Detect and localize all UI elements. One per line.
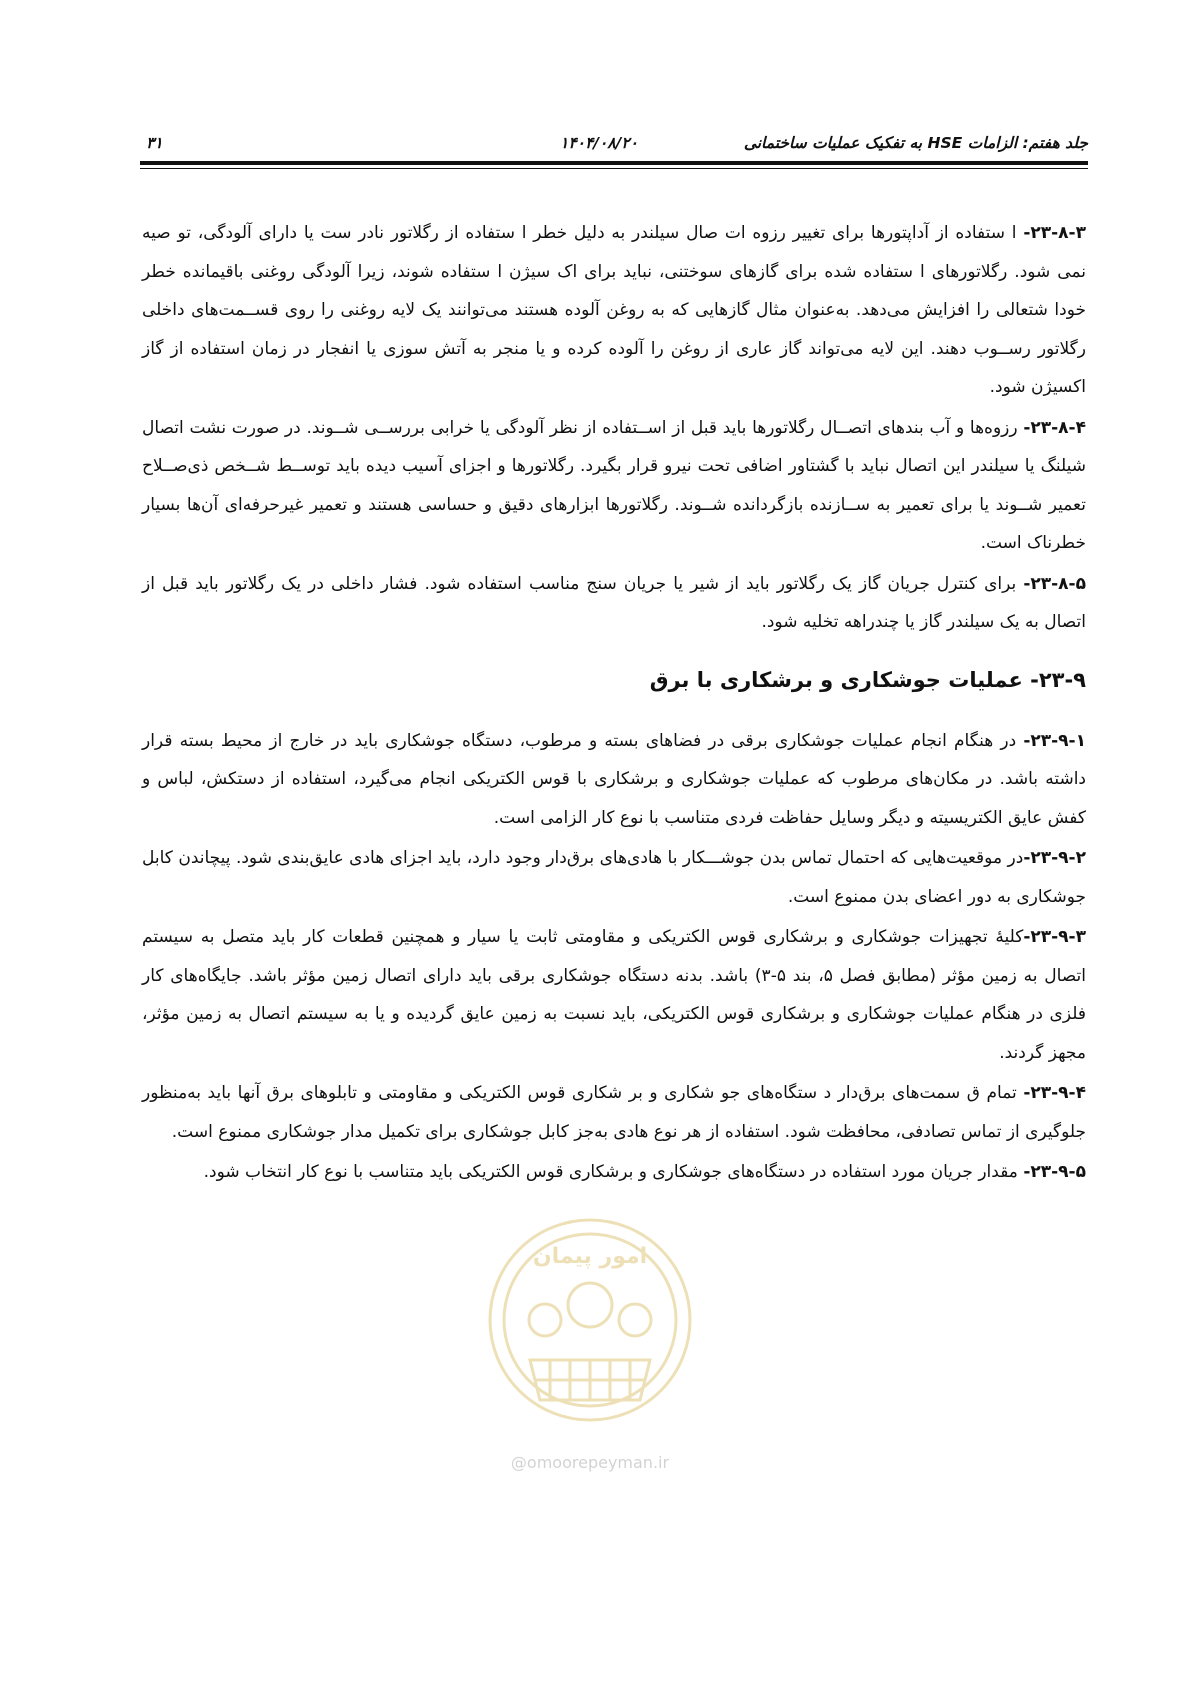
watermark-logo-text: امور پیمان xyxy=(532,1244,648,1269)
clause-number: ۲۳-۸-۴- xyxy=(1023,417,1086,438)
paragraph-23-8-4 xyxy=(142,409,1086,563)
header-date: ۱۴۰۴/۰۸/۲۰ xyxy=(560,134,638,152)
clause-text: برای کنترل جریان گاز یک رگلاتور باید از شیر یا جریان سنج مناسب استفاده شود. فشار داخلی در یک رگلاتور باید قبل از اتصال به یک سیلندر گاز یا چندراهه تخلیه شود. xyxy=(142,573,1086,632)
clause-number: ۲۳-۹-۵- xyxy=(1023,1162,1086,1182)
paragraph-23-9-1 xyxy=(142,722,1086,838)
clause-text: کلیهٔ تجهیزات جوشکاری و برشکاری قوس الکتریکی و مقاومتی ثابت یا سیار و همچنین قطعات کار باید متصل به سیستم اتصال به زمین مؤثر (مطابق فصل ۵، بند ۵-۳) باشد. بدنه دستگاه جوشکاری برقی باید دارای اتصال زمین مؤثر باشد. جایگاه‌های کار فلزی در هنگام عملیات جوشکاری و برشکاری قوس الکتریکی، باید نسبت به زمین عایق گردیده و یا به سیستم اتصال به زمین مؤثر، مجهز گردند. xyxy=(142,927,1086,1063)
paragraph-23-8-3 xyxy=(142,214,1086,407)
paragraph-23-9-5 xyxy=(142,1153,1086,1192)
section-heading: ۲۳-۹- عملیات جوشکاری و برشکاری با برق xyxy=(649,667,1086,692)
page-number: ۳۱ xyxy=(146,134,163,152)
clause-text: تمام ق سمت‌های برق‌دار د ستگاه‌های جو شکاری و بر شکاری قوس الکتریکی و مقاومتی و تابلوهای برق آنها باید به‌منظور جلوگیری از تماس تصادفی، محافظت شود. استفاده از هر نوع هادی به‌جز کابل جوشکاری برای تکمیل مدار جوشکاری ممنوع است. xyxy=(142,1083,1086,1142)
clause-number: ۲۳-۸-۵- xyxy=(1023,573,1086,594)
document-body xyxy=(142,214,1086,1194)
paragraph-23-9-2 xyxy=(142,839,1086,916)
clause-text: مقدار جریان مورد استفاده در دستگاه‌های جوشکاری و برشکاری قوس الکتریکی باید متناسب با نوع کار انتخاب شود. xyxy=(203,1162,1024,1182)
seal-icon xyxy=(460,1185,720,1445)
clause-text: در موقعیت‌هایی که احتمال تماس بدن جوشـــکار با هادی‌های برق‌دار وجود دارد، باید اجزای هادی عایق‌بندی شود. پیچاندن کابل جوشکاری به دور اعضای بدن ممنوع است. xyxy=(142,848,1086,907)
paragraph-23-9-4 xyxy=(142,1074,1086,1151)
paragraph-23-8-5 xyxy=(142,565,1086,642)
watermark-logo xyxy=(460,1185,720,1485)
paragraph-23-9-3 xyxy=(142,918,1086,1072)
clause-number: ۲۳-۹-۲- xyxy=(1023,848,1086,868)
header-rule-thin xyxy=(140,168,1088,169)
header-rule-thick xyxy=(140,161,1088,165)
clause-number: ۲۳-۹-۱- xyxy=(1023,730,1086,751)
clause-text: در هنگام انجام عملیات جوشکاری برقی در فضاهای بسته و مرطوب، دستگاه جوشکاری باید در خارج از محیط بسته قرار داشته باشد. در مکان‌های مرطوب که عملیات جوشکاری و برشکاری با قوس الکتریکی انجام می‌گیرد، استفاده از دستکش، لباس و کفش عایق الکتریسیته و دیگر وسایل حفاظت فردی متناسب با نوع کار الزامی است. xyxy=(142,730,1086,828)
clause-number: ۲۳-۸-۳- xyxy=(1023,223,1086,243)
clause-text: رزوه‌ها و آب بندهای اتصــال رگلاتورها باید قبل از اســتفاده از نظر آلودگی یا خرابی بررســی شــوند. در صورت نشت اتصال شیلنگ یا سیلندر این اتصال نباید با گشتاور اضافی تحت نیرو قرار بگیرد. رگلاتورها و اجزای آسیب دیده باید توســط شــخص ذی‌صــلاح تعمیر شــوند یا برای تعمیر به ســازنده بازگردانده شــوند. رگلاتورها ابزارهای دقیق و حساسی هستند و تعمیر غیرحرفه‌ای آن‌ها بسیار خطرناک است. xyxy=(142,417,1086,553)
clause-text: ا ستفاده از آداپتورها برای تغییر رزوه ات صال سیلندر به دلیل خطر ا ستفاده از رگلاتور نادر ست یا دارای آلودگی، تو صیه نمی شود. رگلاتورهای ا ستفاده شده برای گازهای سوختنی، نباید برای اک سیژن ا ستفاده شوند، زیرا آلودگی روغنی باقیمانده خطر خودا شتعالی را افزایش می‌دهد. به‌عنوان مثال گازهایی که به روغن آلوده هستند می‌توانند یک لایه روغنی را روی قســمت‌های داخلی رگلاتور رســوب دهند. این لایه می‌تواند گاز عاری از روغن را آلوده کرده و یا منجر به آتش سوزی یا انفجار در زمان استفاده از گاز اکسیژن شود. xyxy=(142,223,1086,397)
watermark-url: @omoorepeyman.ir xyxy=(510,1453,670,1472)
seal-outline xyxy=(490,1220,690,1420)
clause-number: ۲۳-۹-۳- xyxy=(1023,927,1086,947)
page-header xyxy=(140,128,1088,158)
header-title: جلد هفتم: الزامات HSE به تفکیک عملیات ساختمانی xyxy=(743,134,1088,152)
clause-number: ۲۳-۹-۴- xyxy=(1023,1083,1086,1103)
